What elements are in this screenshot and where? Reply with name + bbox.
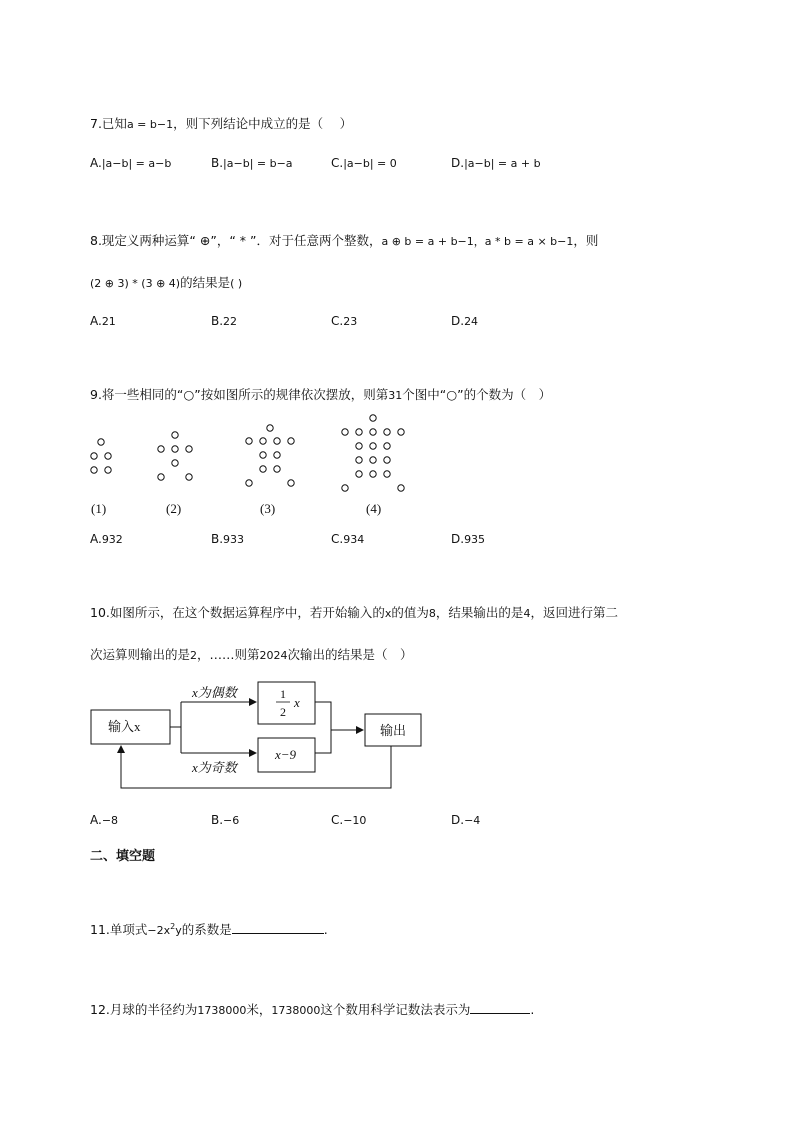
q7-option-b[interactable]: B.|a−b| = b−a <box>211 156 293 170</box>
q9-option-a[interactable]: A.932 <box>90 532 123 546</box>
q10-option-c[interactable]: C.−10 <box>331 813 367 827</box>
section-title-fill-in: 二、填空题 <box>90 849 156 864</box>
flow-half-box <box>258 682 315 724</box>
q9-figure-label-2: (2) <box>166 501 182 516</box>
q12-stem: 12.月球的半径约为1738000米，1738000这个数用科学记数法表示为 . <box>90 1002 535 1017</box>
q9-figure-label-3: (3) <box>260 501 276 516</box>
q11-answer-blank[interactable] <box>232 921 324 934</box>
q8-option-b[interactable]: B.22 <box>211 314 238 328</box>
flow-output-label: 输出 <box>380 723 407 738</box>
flow-half-num: 1 <box>280 687 286 701</box>
q8-stem-line2: (2 ⊕ 3) * (3 ⊕ 4)的结果是( ) <box>90 275 243 290</box>
q10-option-b[interactable]: B.−6 <box>211 813 240 827</box>
q8-option-c[interactable]: C.23 <box>331 314 358 328</box>
flow-even-label: x为偶数 <box>192 685 237 700</box>
q9-option-c[interactable]: C.934 <box>331 532 365 546</box>
q12-answer-blank[interactable] <box>470 1001 530 1014</box>
q10-stem-line2: 次运算则输出的是2，……则第2024次输出的结果是（ ） <box>90 647 413 662</box>
q7-option-c[interactable]: C.|a−b| = 0 <box>331 156 397 170</box>
flow-minus9-label: x−9 <box>275 747 297 762</box>
flow-arrow-loop <box>121 746 391 788</box>
q10-option-d[interactable]: D.−4 <box>451 813 481 827</box>
q9-option-b[interactable]: B.933 <box>211 532 245 546</box>
q10-stem-line1: 10.如图所示，在这个数据运算程序中，若开始输入的x的值为8，结果输出的是4，返回进行第二 <box>90 605 618 620</box>
q9-figure-label-4: (4) <box>366 501 382 516</box>
flow-odd-label: x为奇数 <box>192 760 237 775</box>
flow-half-var: x <box>294 695 300 710</box>
q8-option-d[interactable]: D.24 <box>451 314 479 328</box>
q8-option-a[interactable]: A.21 <box>90 314 116 328</box>
q8-stem-line1: 8.现定义两种运算“ ⊕”，“ * ”．对于任意两个整数，a ⊕ b = a + b−1，a * b = a × b−1，则 <box>90 233 599 248</box>
q7-stem: 7.已知a = b−1，则下列结论中成立的是（ ） <box>90 116 353 131</box>
flow-half-den: 2 <box>280 705 286 719</box>
q9-option-d[interactable]: D.935 <box>451 532 486 546</box>
flow-input-label: 输入x <box>108 719 141 734</box>
q9-stem: 9.将一些相同的“○”按如图所示的规律依次摆放，则第31个图中“○”的个数为（ ） <box>90 387 552 402</box>
q9-figure-label-1: (1) <box>91 501 107 516</box>
q11-stem: 11.单项式$-2x^2y$的系数是 . <box>90 921 328 937</box>
q7-option-d[interactable]: D.|a−b| = a + b <box>451 156 541 170</box>
q10-option-a[interactable]: A.−8 <box>90 813 119 827</box>
q7-option-a[interactable]: A.|a−b| = a−b <box>90 156 172 170</box>
